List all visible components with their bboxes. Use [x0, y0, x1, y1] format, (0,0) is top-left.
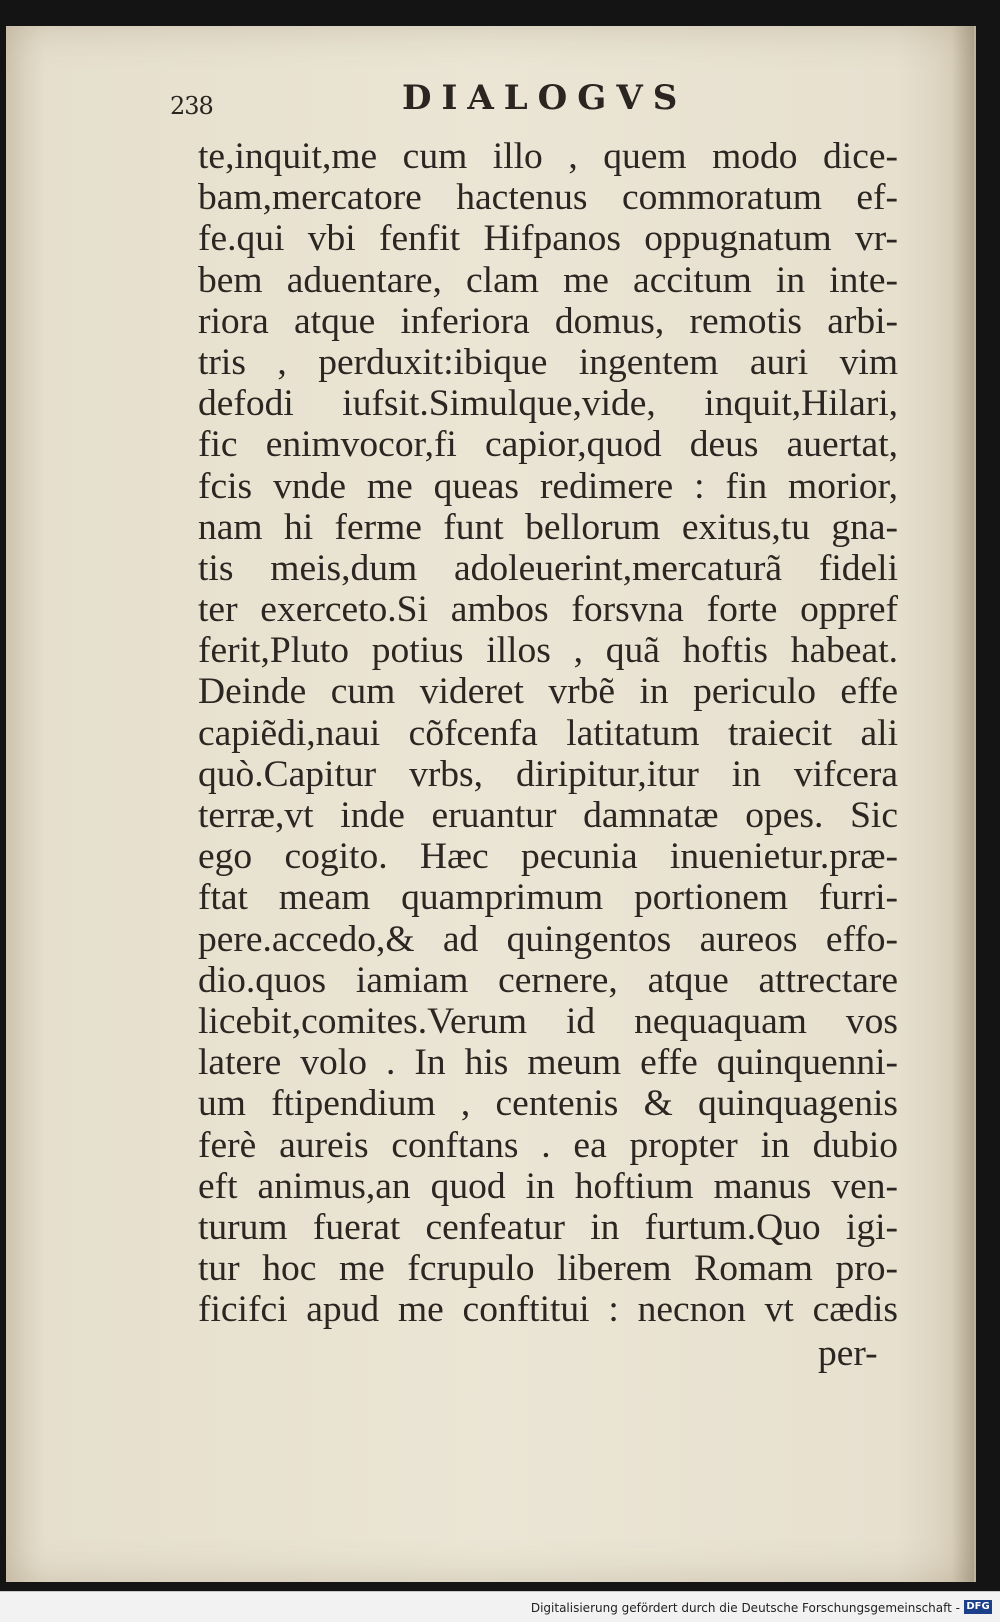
text-line: riora atque inferiora domus, remotis arbi- [198, 300, 898, 342]
text-line: te,inquit,me cum illo , quem modo dice- [198, 136, 898, 177]
page-edge-shadow [952, 26, 974, 1582]
digitization-footer [0, 1591, 1000, 1622]
text-line: terræ,vt inde eruantur damnatæ opes. Sic [198, 795, 898, 836]
text-line: eft animus,an quod in hoftium manus ven- [198, 1165, 898, 1207]
text-line: ficifci apud me conftitui : necnon vt cædis [198, 1289, 898, 1331]
catchword: per- [818, 1333, 878, 1374]
text-line: latere volo . In his meum effe quinquenni- [198, 1042, 898, 1084]
text-line: fic enimvocor,fi capior,quod deus auertat, [198, 424, 898, 466]
text-line: um ftipendium , centenis & quinquagenis [198, 1083, 898, 1125]
page-header [170, 78, 890, 128]
text-line: bam,mercatore hactenus commoratum ef- [198, 177, 898, 219]
text-line: licebit,comites.Verum id nequaquam vos [198, 1000, 898, 1042]
text-line: ego cogito. Hæc pecunia inuenietur.præ- [198, 836, 898, 878]
text-line: tis meis,dum adoleuerint,mercaturã fideli [198, 547, 898, 589]
text-line: ftat meam quamprimum portionem furri- [198, 877, 898, 919]
text-line: ferit,Pluto potius illos , quã hoftis habeat. [198, 630, 898, 672]
text-line: tur hoc me fcrupulo liberem Romam pro- [198, 1248, 898, 1290]
text-line: tris , perduxit:ibique ingentem auri vim [198, 341, 898, 383]
text-line: capiẽdi,naui cõfcenfa latitatum traiecit ali [198, 712, 898, 754]
text-line: fe.qui vbi fenfit Hifpanos oppugnatum vr- [198, 218, 898, 260]
text-line: bem aduentare, clam me accitum in inte- [198, 259, 898, 301]
text-line: ter exerceto.Si ambos forsvna forte oppref [198, 589, 898, 631]
body-text [198, 136, 898, 1330]
text-line: Deinde cum videret vrbẽ in periculo effe [198, 671, 898, 713]
dfg-logo-icon: DFG [964, 1600, 992, 1614]
page-number: 238 [170, 92, 213, 120]
text-line: defodi iufsit.Simulque,vide, inquit,Hilari, [198, 383, 898, 425]
text-line: dio.quos iamiam cernere, atque attrectare [198, 959, 898, 1001]
text-line: pere.accedo,& ad quingentos aureos effo- [198, 918, 898, 960]
text-line: turum fuerat cenfeatur in furtum.Quo igi- [198, 1206, 898, 1248]
text-line: fcis vnde me queas redimere : fin morior, [198, 465, 898, 507]
running-head: DIALOGVS [402, 78, 688, 118]
text-line: ferè aureis conftans . ea propter in dubio [198, 1124, 898, 1166]
text-line: nam hi ferme funt bellorum exitus,tu gna- [198, 506, 898, 548]
funding-credit: Digitalisierung gefördert durch die Deutsche Forschungsgemeinschaft - [530, 1601, 960, 1615]
text-line: quò.Capitur vrbs, diripitur,itur in vifcera [198, 753, 898, 795]
